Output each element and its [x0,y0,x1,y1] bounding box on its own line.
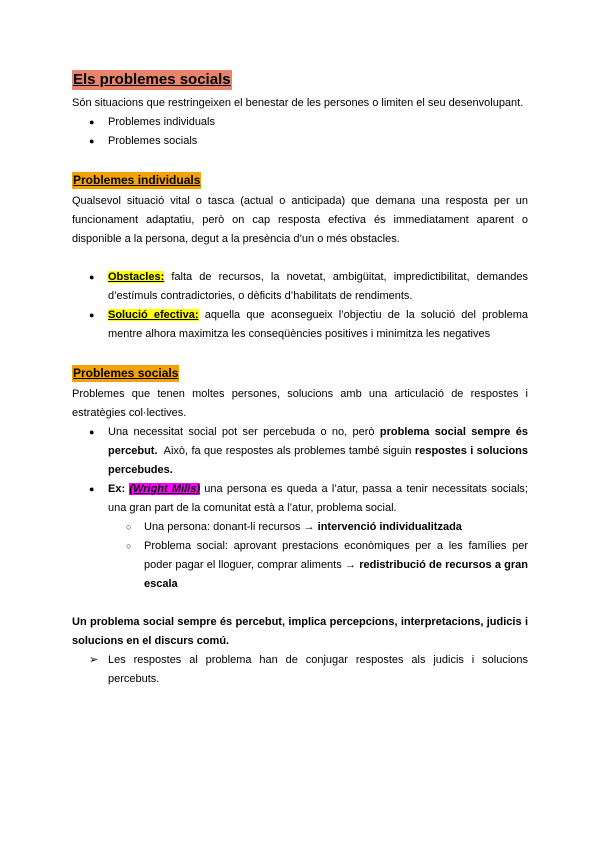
bold-text: intervenció individualitzada [317,521,462,533]
circle-bullet-icon: ○ [126,522,132,532]
section2-list-block [72,268,528,344]
list-item [72,113,528,132]
conclusion-statement: Un problema social sempre és percebut, implica percepcions, interpretacions, judicis i solucions en el discurs comú. [72,616,528,647]
list-item [72,480,528,594]
list-item-text: Problemes individuals [108,116,215,128]
highlight-wright-mills: (Wright Mills) [129,483,201,495]
bullet-icon: ● [89,484,95,494]
list-item [72,132,528,151]
arrow-list-item [72,651,528,689]
section1-intro: Són situacions que restringeixen el benestar de les persones o limiten el seu desenvolupant. [72,97,524,109]
heading-problemes-socials: Problemes socials [73,366,179,380]
term-obstacles: Obstacles: [108,271,165,283]
example-label: Ex: [108,483,126,495]
sub-list [72,518,528,594]
section1-list [72,113,528,151]
conclusion-block [72,613,528,689]
bullet-icon: ● [89,136,95,146]
bullet-icon: ● [89,117,95,127]
list-item [72,306,528,344]
section3-body [72,385,528,594]
definition-text: falta de recursos, la novetat, ambigüitat, impredictibilitat, demandes d’estímuls contradictories, o dèficits d’habilitats de rendiments. [108,271,528,302]
text-run: Una necessitat social pot ser percebuda o no, però [108,426,380,438]
bullet-icon: ● [89,310,95,320]
text-run: Les respostes al problema han de conjugar respostes als judicis i solucions percebuts. [108,654,528,685]
section1-body [72,94,528,151]
bold-text: respostes i solucions percebudes. [108,445,529,476]
text-run: Una persona: donant-li recursos → [144,521,318,533]
section2-list [72,268,528,344]
heading-els-problemes-socials: Els problemes socials [73,71,231,88]
bullet-icon: ● [89,427,95,437]
heading-problemes-individuals: Problemes individuals [73,173,201,187]
section2-paragraph: Qualsevol situació vital o tasca (actual o anticipada) que demana una resposta per un funcionament adaptatiu, però on cap resposta efectiva és immediatament aparent o disponible a la persona, degut a la presència d’un o més obstacles. [72,195,528,245]
list-item-text: Problemes socials [108,135,198,147]
list-item [72,268,528,306]
definition-text: aquella que aconsegueix l’objectiu de la solució del problema mentre alhora maximitza les conseqüències positives i minimitza les negatives [108,309,528,340]
section3-paragraph: Problemes que tenen moltes persones, solucions amb una articulació de respostes i estratègies col·lectives. [72,388,528,419]
arrow-bullet-icon: ➢ [89,654,99,666]
list-item [72,423,528,480]
circle-bullet-icon: ○ [126,541,132,551]
bold-text: problema social sempre és percebut. [108,426,528,457]
sub-list-item [72,518,528,537]
bullet-icon: ● [89,272,95,282]
text-run: Problema social: aprovant prestacions econòmiques per a les famílies per poder pagar el lloguer, comprar aliments → [144,540,528,571]
section3-list [72,423,528,594]
bold-text: redistribució de recursos a gran escala [144,559,528,590]
sub-list-item [72,537,528,594]
term-solucio-efectiva: Solució efectiva: [108,309,199,321]
text-run: Això, fa que respostes als problemes també siguin [157,445,415,457]
text-run: una persona es queda a l’atur, passa a tenir necessitats socials; una gran part de la comunitat està a l’atur, problema social. [108,483,528,514]
